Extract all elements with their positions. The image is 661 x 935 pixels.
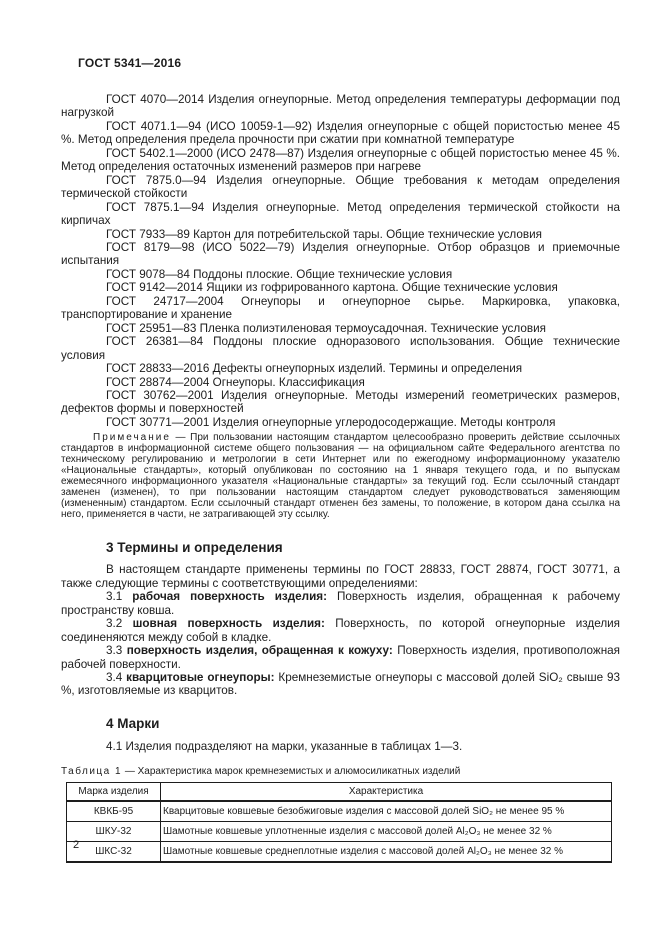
reference-item: ГОСТ 4070—2014 Изделия огнеупорные. Метод определения температуры деформации под нагрузкой — [61, 93, 620, 120]
term-definition: Поверхность изделия, обращенная к рабочему пространству ковша. — [61, 590, 620, 617]
reference-item: ГОСТ 8179—98 (ИСО 5022—79) Изделия огнеупорные. Отбор образцов и приемочные испытания — [61, 240, 620, 268]
reference-item: ГОСТ 7933—89 Картон для потребительской тары. Общие технические условия — [106, 227, 542, 241]
term-item — [61, 617, 620, 644]
table-header-characteristic: Характеристика — [161, 783, 612, 802]
term-item — [61, 590, 620, 617]
table-row — [67, 842, 612, 863]
section-4-paragraph: 4.1 Изделия подразделяют на марки, указанные в таблицах 1—3. — [106, 739, 463, 753]
doc-header: ГОСТ 5341—2016 — [78, 56, 182, 70]
term-number: 3.1 — [106, 590, 123, 604]
reference-item: ГОСТ 7875.1—94 Изделия огнеупорные. Метод определения термической стойкости на кирпичах — [61, 200, 620, 228]
term-definition: Поверхность изделия, противоположная рабочей поверхности. — [61, 644, 621, 671]
table-row — [67, 822, 612, 842]
reference-item: ГОСТ 26381—84 Поддоны плоские одноразового использования. Общие технические условия — [61, 335, 620, 362]
reference-item: ГОСТ 7875.0—94 Изделия огнеупорные. Общие требования к методам определения термической стойкости — [61, 173, 620, 201]
reference-item: ГОСТ 30762—2001 Изделия огнеупорные. Методы измерений геометрических размеров, дефектов формы и поверхностей — [61, 388, 620, 416]
table-cell-mark: ШКУ-32 — [67, 822, 161, 842]
table-header-row — [67, 783, 612, 802]
references-list — [61, 93, 620, 429]
term-definition: Кремнеземистые огнеупоры с массовой долей SiO₂ свыше 93 %, изготовляемые из кварцитов. — [61, 670, 620, 698]
reference-item: ГОСТ 24717—2004 Огнеупоры и огнеупорное сырье. Маркировка, упаковка, транспортирование и хранение — [61, 294, 620, 322]
table-caption-label: Таблица 1 — [61, 766, 123, 778]
section-3-title: 3 Термины и определения — [106, 540, 283, 556]
table-cell-characteristic: Шамотные ковшевые уплотненные изделия с массовой долей Al₂O₃ не менее 32 % — [161, 822, 612, 842]
page-content — [61, 56, 620, 863]
term-name: рабочая поверхность изделия: — [132, 590, 327, 604]
note-block — [61, 432, 620, 520]
term-number: 3.3 — [106, 644, 123, 658]
table-cell-characteristic: Шамотные ковшевые среднеплотные изделия с массовой долей Al₂O₃ не менее 32 % — [161, 842, 612, 863]
table-row — [67, 801, 612, 822]
table-cell-characteristic: Кварцитовые ковшевые безобжиговые изделия с массовой долей SiO₂ не менее 95 % — [161, 801, 612, 822]
term-name: шовная поверхность изделия: — [132, 617, 325, 631]
reference-item: ГОСТ 9078—84 Поддоны плоские. Общие технические условия — [106, 267, 453, 281]
table-cell-mark: ШКС-32 — [67, 842, 161, 863]
table-caption-text: — Характеристика марок кремнеземистых и алюмосиликатных изделий — [124, 766, 461, 778]
reference-item: ГОСТ 28833—2016 Дефекты огнеупорных изделий. Термины и определения — [106, 362, 523, 376]
term-name: поверхность изделия, обращенная к кожуху: — [126, 644, 393, 658]
reference-item: ГОСТ 5402.1—2000 (ИСО 2478—87) Изделия огнеупорные с общей пористостью менее 45 %. Метод определения остаточных изменений размеров при нагреве — [61, 146, 620, 174]
section-4-title: 4 Марки — [106, 715, 160, 731]
table-caption — [61, 766, 620, 778]
reference-item: ГОСТ 4071.1—94 (ИСО 10059-1—92) Изделия огнеупорные с общей пористостью менее 45 %. Метод определения предела прочности при сжатии при комнатной температуре — [61, 119, 620, 147]
reference-item: ГОСТ 9142—2014 Ящики из гофрированного картона. Общие технические условия — [106, 281, 558, 295]
term-item — [61, 671, 620, 698]
reference-item: ГОСТ 28874—2004 Огнеупоры. Классификация — [106, 375, 365, 389]
table-header-mark: Марка изделия — [67, 783, 161, 802]
term-name: кварцитовые огнеупоры: — [126, 670, 275, 684]
term-number: 3.2 — [106, 617, 123, 631]
term-item — [61, 644, 620, 671]
reference-item: ГОСТ 30771—2001 Изделия огнеупорные углеродосодержащие. Методы контроля — [106, 415, 556, 429]
reference-item: ГОСТ 25951—83 Пленка полиэтиленовая термоусадочная. Технические условия — [106, 321, 546, 335]
table-1 — [66, 782, 612, 863]
term-number: 3.4 — [106, 670, 123, 684]
note-text: — При пользовании настоящим стандартом целесообразно проверить действие ссылочных стандартов в информационной системе общего пользования — на официальном сайте Федерального агентства по техническому регулированию и метрологии в сети Интернет или по ежегодному информационному указателю «Национальные стандарты», который опубликован по состоянию на 1 января текущего года, и по выпускам ежемесячного информационного указателя «Национальные стандарты» за текущий год. Если ссылочный стандарт заменен (изменен), то при пользовании настоящим стандартом следует руководствоваться заменяющим (измененным) стандартом. Если ссылочный стандарт отменен без замены, то положение, в котором дана ссылка на него, применяется в части, не затрагивающей эту ссылку. — [61, 432, 621, 521]
page-number: 2 — [73, 839, 80, 851]
section-3-intro: В настоящем стандарте применены термины по ГОСТ 28833, ГОСТ 28874, ГОСТ 30771, а также следующие термины с соответствующими определениями: — [61, 563, 620, 590]
note-label: Примечание — [93, 432, 171, 444]
table-cell-mark: КВКБ-95 — [67, 801, 161, 822]
term-definition: Поверхность, по которой огнеупорные изделия соединеняются между собой в кладке. — [61, 617, 621, 644]
